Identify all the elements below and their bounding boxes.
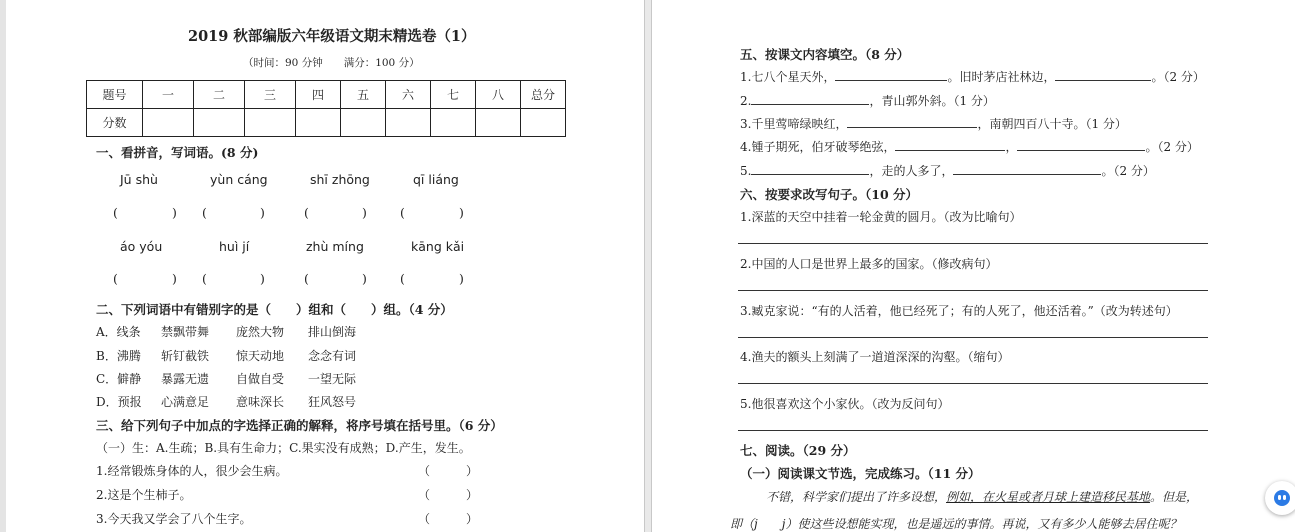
answer-line[interactable]	[738, 243, 1208, 244]
pinyin: áo yóu	[120, 239, 163, 254]
option-word: 念念有词	[308, 349, 357, 363]
q6-item: 1.深蓝的天空中挂着一轮金黄的圆月。（改为比喻句）	[740, 210, 1022, 224]
q3-subheader: （一）生：A.生疏；B.具有生命力；C.果实没有成熟；D.产生，发生。	[96, 441, 471, 455]
option-word: 惊天动地	[236, 349, 285, 363]
answer-line[interactable]	[738, 430, 1208, 431]
exam-subtitle: （时间：90 分钟 满分：100 分）	[243, 57, 420, 69]
answer-blank[interactable]: )	[172, 271, 177, 286]
score-cell	[296, 109, 341, 137]
option-word: 意味深长	[236, 395, 285, 409]
q5-line-2	[740, 92, 995, 109]
score-head: 五	[341, 81, 386, 109]
answer-blank[interactable]: （ ）	[418, 464, 479, 478]
q3-item: 2.这是个生柿子。	[96, 488, 192, 502]
q5-line-1	[740, 68, 1205, 85]
option-word: 心满意足	[161, 395, 210, 409]
q5-text: 。（2 分）	[1151, 70, 1205, 84]
option-word: 庞然大物	[236, 325, 285, 339]
score-head: 总分	[521, 81, 566, 109]
q7-header: 七、阅读。（29 分）	[740, 443, 856, 458]
chat-bot-icon	[1274, 490, 1290, 506]
option-word: 自做自受	[236, 372, 285, 386]
pinyin: huì jí	[219, 239, 250, 254]
answer-line[interactable]	[738, 290, 1208, 291]
option-word: 斩钉截铁	[161, 349, 210, 363]
q6-item: 2.中国的人口是世界上最多的国家。（修改病句）	[740, 257, 998, 271]
answer-blank[interactable]: (	[400, 271, 405, 286]
q5-text: 5.	[740, 164, 752, 178]
q6-item: 4.渔夫的额头上刻满了一道道深深的沟壑。（缩句）	[740, 350, 1010, 364]
score-cell	[143, 109, 194, 137]
pinyin: Jū shù	[120, 172, 158, 187]
score-cell	[194, 109, 245, 137]
fill-blank[interactable]	[751, 104, 869, 105]
pinyin: yùn cáng	[210, 172, 268, 187]
option-word: 暴露无遗	[161, 372, 210, 386]
q5-text: 4.锺子期死，伯牙破琴绝弦，	[740, 140, 896, 154]
q6-item: 5.他很喜欢这个小家伙。（改为反问句）	[740, 397, 950, 411]
score-head: 六	[386, 81, 431, 109]
q5-text: ，青山郭外斜。（1 分）	[869, 94, 995, 108]
answer-blank[interactable]: (	[202, 271, 207, 286]
q5-text: 3.千里莺啼绿映红，	[740, 117, 848, 131]
pinyin: kāng kǎi	[411, 239, 465, 254]
answer-blank[interactable]: （ ）	[418, 512, 479, 526]
q5-text: 。（2 分）	[1101, 164, 1155, 178]
pinyin: zhù míng	[306, 239, 364, 254]
pinyin: qī liáng	[413, 172, 459, 187]
passage-text: 。但是，	[1150, 490, 1199, 504]
answer-blank[interactable]: )	[260, 205, 265, 220]
option-word: 排山倒海	[308, 325, 357, 339]
score-head: 八	[476, 81, 521, 109]
score-cell	[386, 109, 431, 137]
answer-blank[interactable]: (	[202, 205, 207, 220]
answer-blank[interactable]: (	[113, 205, 118, 220]
score-head: 二	[194, 81, 245, 109]
q5-text: ，南朝四百八十寺。（1 分）	[977, 117, 1127, 131]
q2-header: 二、下列词语中有错别字的是（ ）组和（ ）组。（4 分）	[96, 302, 453, 317]
answer-blank[interactable]: )	[362, 271, 367, 286]
q6-item: 3.臧克家说：“有的人活着，他已经死了；有的人死了，他还活着。”（改为转述句）	[740, 304, 1178, 318]
answer-blank[interactable]: )	[172, 205, 177, 220]
option-label: D．预报	[96, 395, 142, 409]
reading-passage-line: 即（j j）使这些设想能实现，也是遥远的事情。再说，又有多少人能够去居住呢？	[730, 517, 1182, 531]
fill-blank[interactable]	[835, 80, 947, 81]
score-row-label: 分数	[87, 109, 143, 137]
score-cell	[245, 109, 296, 137]
q5-text: 2.	[740, 94, 752, 108]
answer-line[interactable]	[738, 383, 1208, 384]
q5-line-3	[740, 115, 1127, 132]
fill-blank[interactable]	[1017, 150, 1145, 151]
q5-text: 1.七八个星天外，	[740, 70, 836, 84]
pinyin: shī zhōng	[310, 172, 370, 187]
answer-blank[interactable]: (	[304, 205, 309, 220]
score-head: 题号	[87, 81, 143, 109]
score-cell	[521, 109, 566, 137]
option-label: A．线条	[96, 325, 141, 339]
score-cell	[341, 109, 386, 137]
fill-blank[interactable]	[751, 174, 869, 175]
score-cell	[431, 109, 476, 137]
score-cell	[476, 109, 521, 137]
q7-subheader: （一）阅读课文节选，完成练习。（11 分）	[740, 466, 981, 481]
q3-item: 1.经常锻炼身体的人，很少会生病。	[96, 464, 288, 478]
q5-header: 五、按课文内容填空。（8 分）	[740, 47, 910, 62]
q3-header: 三、给下列句子中加点的字选择正确的解释，将序号填在括号里。（6 分）	[96, 418, 503, 433]
q3-item: 3.今天我又学会了八个生字。	[96, 512, 252, 526]
option-word: 禁飘带舞	[161, 325, 210, 339]
fill-blank[interactable]	[895, 150, 1005, 151]
page-gutter	[645, 0, 652, 532]
q5-text: 。（2 分）	[1145, 140, 1199, 154]
q1-header: 一、看拼音，写词语。(8 分)	[96, 145, 259, 160]
score-head: 三	[245, 81, 296, 109]
option-label: B．沸腾	[96, 349, 141, 363]
answer-blank[interactable]: )	[459, 271, 464, 286]
passage-underlined: 例如，在火星或者月球上建造移民基地	[946, 490, 1151, 504]
option-label: C．僻静	[96, 372, 142, 386]
option-word: 狂风怒号	[308, 395, 357, 409]
score-head: 七	[431, 81, 476, 109]
answer-line[interactable]	[738, 337, 1208, 338]
answer-blank[interactable]: （ ）	[418, 488, 479, 502]
q5-text: 。旧时茅店社林边，	[947, 70, 1056, 84]
q5-line-5	[740, 162, 1155, 179]
assistant-chat-button[interactable]	[1265, 481, 1295, 515]
fill-blank[interactable]	[1055, 80, 1151, 81]
q5-text: ，	[1005, 140, 1018, 154]
answer-blank[interactable]: (	[304, 271, 309, 286]
q6-header: 六、按要求改写句子。（10 分）	[740, 187, 918, 202]
reading-passage-line	[766, 488, 1198, 505]
answer-blank[interactable]: (	[113, 271, 118, 286]
fill-blank[interactable]	[953, 174, 1101, 175]
exam-title: 2019 秋部编版六年级语文期末精选卷（1）	[188, 28, 476, 45]
answer-blank[interactable]: )	[362, 205, 367, 220]
fill-blank[interactable]	[847, 127, 977, 128]
score-table	[86, 80, 566, 137]
answer-blank[interactable]: )	[459, 205, 464, 220]
score-head: 四	[296, 81, 341, 109]
answer-blank[interactable]: )	[260, 271, 265, 286]
passage-text: 不错，科学家们提出了许多设想，	[766, 490, 947, 504]
option-word: 一望无际	[308, 372, 357, 386]
q5-line-4	[740, 138, 1199, 155]
q5-text: ，走的人多了，	[869, 164, 954, 178]
answer-blank[interactable]: (	[400, 205, 405, 220]
score-head: 一	[143, 81, 194, 109]
